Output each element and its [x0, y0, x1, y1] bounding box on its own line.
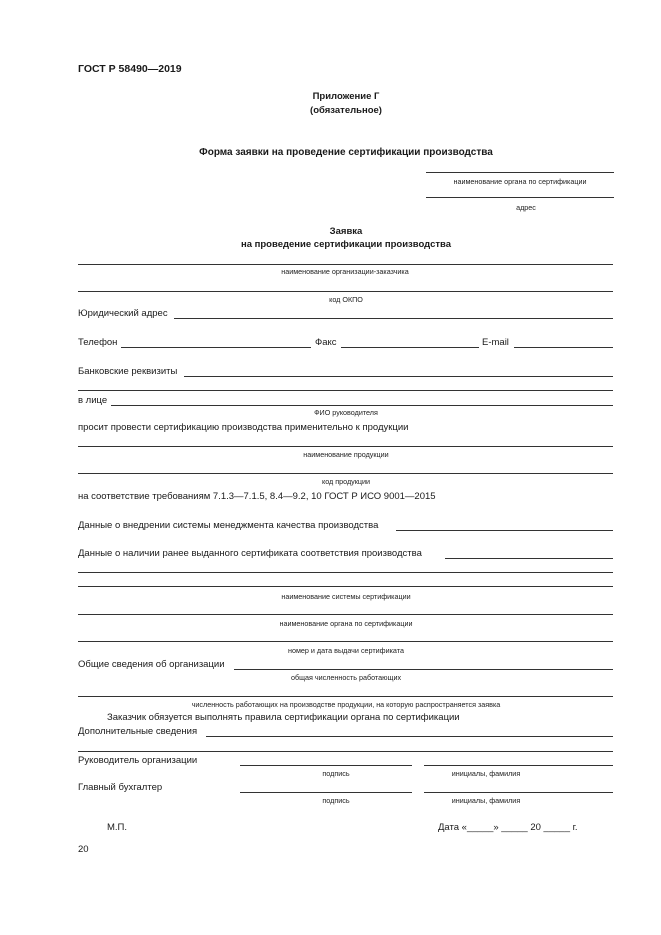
application-subtitle: на проведение сертификации производства	[240, 239, 452, 250]
cert-body-name-line	[426, 172, 614, 173]
represented-by-line	[111, 405, 613, 406]
bank-details-line-1	[184, 376, 613, 377]
accountant-signature-line	[240, 792, 412, 793]
cert-body-address-caption: адрес	[516, 203, 536, 212]
cert-body-line	[78, 614, 613, 615]
email-line	[514, 347, 613, 348]
cert-body-name-caption: наименование органа по сертификации	[453, 177, 587, 186]
cert-body-caption: наименование органа по сертификации	[279, 619, 413, 628]
product-name-line	[78, 446, 613, 447]
cert-body-address-line	[426, 197, 614, 198]
product-code-line	[78, 473, 613, 474]
appendix-title: Приложение Г	[312, 91, 380, 102]
page-number: 20	[78, 844, 89, 855]
head-signature-caption: подпись	[322, 769, 350, 778]
bank-details-label: Банковские реквизиты	[78, 366, 178, 377]
org-info-line	[234, 669, 613, 670]
org-info-label: Общие сведения об организации	[78, 659, 225, 670]
fax-label: Факс	[315, 337, 337, 348]
phone-label: Телефон	[78, 337, 118, 348]
fax-line	[341, 347, 479, 348]
additional-info-line-1	[206, 736, 613, 737]
cert-system-line	[78, 586, 613, 587]
represented-by-label: в лице	[78, 395, 108, 406]
prior-cert-label: Данные о наличии ранее выданного сертификата соответствия производства	[78, 548, 422, 559]
head-initials-line	[424, 765, 613, 766]
date-text: Дата «_____» _____ 20 _____ г.	[438, 822, 578, 833]
prior-cert-line-1	[445, 558, 613, 559]
obligation-text: Заказчик обязуется выполнять правила сертификации органа по сертификации	[107, 712, 460, 723]
prior-cert-line-2	[78, 572, 613, 573]
head-name-caption: ФИО руководителя	[314, 408, 378, 417]
qms-data-label: Данные о внедрении системы менеджмента качества производства	[78, 520, 379, 531]
head-initials-caption: инициалы, фамилия	[451, 769, 521, 778]
product-name-caption: наименование продукции	[303, 450, 389, 459]
okpo-caption: код ОКПО	[329, 295, 363, 304]
application-title: Заявка	[329, 226, 363, 237]
email-label: E-mail	[482, 337, 509, 348]
additional-info-label: Дополнительные сведения	[78, 726, 198, 737]
accountant-initials-line	[424, 792, 613, 793]
total-staff-caption: общая численность работающих	[290, 673, 402, 682]
bank-details-line-2	[78, 390, 613, 391]
cert-number-date-line	[78, 641, 613, 642]
production-staff-line	[78, 696, 613, 697]
product-code-caption: код продукции	[321, 477, 371, 486]
legal-address-label: Юридический адрес	[78, 308, 168, 319]
org-name-line	[78, 264, 613, 265]
compliance-text: на соответствие требованиям 7.1.3—7.1.5, 8.4—9.2, 10 ГОСТ Р ИСО 9001—2015	[78, 491, 436, 502]
seal-label: М.П.	[107, 822, 128, 833]
additional-info-line-2	[78, 751, 613, 752]
accountant-signature-caption: подпись	[322, 796, 350, 805]
production-staff-caption: численность работающих на производстве продукции, на которую распространяется заявка	[191, 700, 501, 709]
appendix-status: (обязательное)	[310, 105, 382, 116]
qms-data-line	[396, 530, 613, 531]
org-name-caption: наименование организации-заказчика	[281, 267, 409, 276]
standard-code: ГОСТ Р 58490—2019	[78, 63, 182, 75]
request-text: просит провести сертификацию производства применительно к продукции	[78, 422, 409, 433]
form-title: Форма заявки на проведение сертификации производства	[199, 147, 493, 158]
phone-line	[121, 347, 311, 348]
head-signature-label: Руководитель организации	[78, 755, 198, 766]
accountant-initials-caption: инициалы, фамилия	[451, 796, 521, 805]
cert-number-date-caption: номер и дата выдачи сертификата	[288, 646, 404, 655]
head-signature-line	[240, 765, 412, 766]
okpo-line	[78, 291, 613, 292]
legal-address-line	[174, 318, 613, 319]
cert-system-caption: наименование системы сертификации	[281, 592, 411, 601]
accountant-signature-label: Главный бухгалтер	[78, 782, 163, 793]
